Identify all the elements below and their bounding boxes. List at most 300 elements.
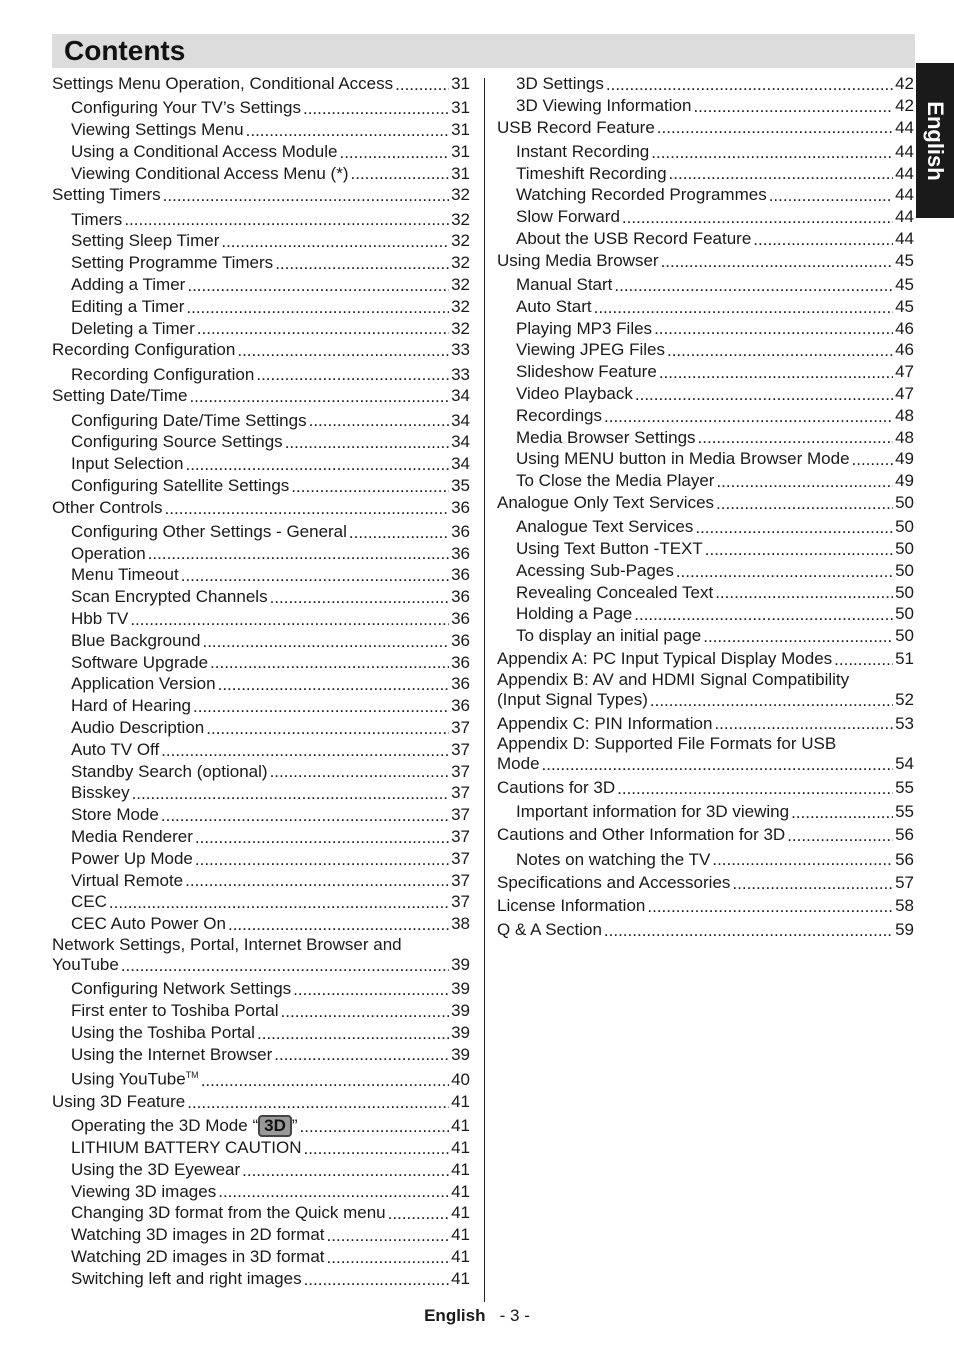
- toc-entry-title: [516, 73, 604, 95]
- toc-entry-page: 32: [451, 318, 470, 338]
- toc-entry-title: [52, 385, 187, 407]
- toc-entry-page: 39: [451, 955, 470, 975]
- toc-entry[interactable]: [52, 318, 470, 340]
- toc-entry[interactable]: [52, 385, 470, 407]
- toc-entry-page: 37: [451, 870, 470, 890]
- toc-entry[interactable]: [52, 453, 470, 475]
- toc-entry-page: 46: [895, 318, 914, 338]
- toc-entry-title: [52, 73, 393, 95]
- toc-entry[interactable]: [52, 230, 470, 252]
- toc-entry-page: 44: [895, 141, 914, 161]
- toc-entry-page: 33: [451, 340, 470, 360]
- toc-entry[interactable]: [497, 73, 914, 95]
- toc-entry[interactable]: [52, 826, 470, 848]
- toc-entry[interactable]: [497, 824, 914, 846]
- toc-entry-text: Configuring Date/Time Settings: [71, 410, 307, 430]
- toc-entry-page: 42: [895, 74, 914, 93]
- dot-leader: [148, 547, 449, 561]
- language-side-tab: [916, 63, 954, 218]
- toc-entry-text: About the USB Record Feature: [516, 228, 752, 248]
- toc-entry-text: Instant Recording: [516, 141, 650, 161]
- toc-entry-title: [516, 470, 714, 492]
- toc-entry-text: CEC Auto Power On: [71, 914, 226, 934]
- toc-entry[interactable]: [497, 427, 914, 449]
- toc-entry-page: 37: [451, 805, 470, 825]
- toc-entry[interactable]: [52, 1044, 470, 1066]
- dot-leader: [395, 78, 449, 92]
- toc-entry[interactable]: [497, 560, 914, 582]
- toc-entry-title: [497, 648, 832, 670]
- toc-entry-page: 37: [451, 848, 470, 868]
- toc-entry[interactable]: [52, 761, 470, 783]
- toc-entry-text: Configuring Your TV’s Settings: [71, 98, 301, 118]
- toc-entry[interactable]: [52, 274, 470, 296]
- toc-entry-title: [71, 410, 307, 432]
- toc-entry-title: [52, 184, 161, 206]
- toc-entry-page: 36: [451, 630, 470, 650]
- toc-entry-page: 36: [451, 652, 470, 672]
- title-bar: [52, 34, 915, 68]
- toc-entry-title: [71, 1246, 325, 1268]
- toc-entry-text: Manual Start: [516, 274, 613, 294]
- toc-entry-page: 45: [895, 296, 914, 316]
- toc-entry-page: 50: [895, 626, 914, 646]
- toc-entry-page: 37: [451, 718, 470, 738]
- toc-entry-title: [516, 849, 710, 871]
- toc-entry-page: 36: [451, 521, 470, 541]
- toc-entry-page: 50: [895, 492, 914, 512]
- toc-entry-text: 3D Viewing Information: [516, 95, 692, 115]
- toc-entry-text: Bisskey: [71, 783, 130, 803]
- toc-entry-text: Cautions for 3D: [497, 777, 616, 797]
- toc-entry-title: [71, 521, 347, 543]
- toc-entry-title: [71, 804, 159, 826]
- toc-entry-page: 39: [451, 1001, 470, 1021]
- toc-entry-page: 50: [895, 538, 914, 558]
- toc-entry-text: License Information: [497, 896, 646, 916]
- toc-entry-title: [516, 274, 612, 296]
- toc-entry-page: 47: [895, 383, 914, 403]
- toc-entry-text: Power Up Mode: [71, 848, 193, 868]
- toc-entry-text: CEC: [71, 892, 107, 912]
- toc-entry-page: 31: [451, 119, 470, 139]
- dot-leader: [187, 279, 449, 293]
- toc-entry-page: 37: [451, 761, 470, 781]
- toc-entry[interactable]: [52, 1202, 470, 1224]
- toc-entry-page: 31: [451, 163, 470, 183]
- toc-entry[interactable]: [52, 296, 470, 318]
- toc-entry[interactable]: [52, 1137, 470, 1159]
- toc-entry[interactable]: [52, 891, 470, 913]
- toc-entry-title: YouTube: [52, 955, 119, 975]
- toc-entry[interactable]: [497, 849, 914, 871]
- toc-entry[interactable]: [497, 670, 914, 711]
- toc-entry-page: 50: [895, 582, 914, 602]
- footer-language: English: [424, 1306, 486, 1325]
- toc-entry[interactable]: [52, 564, 470, 586]
- toc-entry-title: [71, 1181, 216, 1203]
- toc-entry-title: [516, 427, 696, 449]
- toc-entry-page: 36: [451, 587, 470, 607]
- dot-leader: [309, 414, 449, 428]
- toc-entry[interactable]: [52, 935, 470, 976]
- toc-entry[interactable]: [52, 1065, 470, 1090]
- dot-leader: [165, 502, 450, 516]
- dot-leader: [732, 877, 893, 891]
- toc-entry-title: [516, 625, 701, 647]
- toc-entry-text: Scan Encrypted Channels: [71, 587, 268, 607]
- dot-leader: [667, 344, 893, 358]
- toc-entry[interactable]: [497, 141, 914, 163]
- toc-entry-title: [516, 184, 767, 206]
- dot-leader: [604, 410, 893, 424]
- toc-entry[interactable]: [497, 117, 914, 139]
- dot-leader: [654, 322, 893, 336]
- toc-entry-text: Using 3D Feature: [52, 1091, 186, 1111]
- toc-entry-text: Appendix A: PC Input Typical Display Modes: [497, 649, 833, 669]
- toc-entry-title: [71, 630, 200, 652]
- toc-entry-text: Viewing JPEG Files: [516, 340, 665, 360]
- toc-entry-title: [71, 119, 244, 141]
- toc-entry-text-after: ”: [291, 1116, 298, 1136]
- toc-entry-page: 45: [895, 274, 914, 294]
- dot-leader: [304, 1273, 450, 1287]
- toc-entry-text: Hbb TV: [71, 609, 129, 629]
- toc-entry-text: Specifications and Accessories: [497, 873, 731, 893]
- toc-entry-text: Virtual Remote: [71, 870, 184, 890]
- toc-entry-title: [71, 1022, 255, 1044]
- toc-entry[interactable]: [52, 717, 470, 739]
- toc-entry-title-line1: Appendix D: Supported File Formats for USB: [497, 734, 837, 754]
- toc-entry-title: [516, 405, 602, 427]
- toc-entry-page: 38: [451, 914, 470, 934]
- dot-leader: [124, 213, 449, 227]
- dot-leader: [650, 694, 893, 708]
- dot-leader: [669, 167, 894, 181]
- toc-entry[interactable]: [497, 339, 914, 361]
- toc-entry-text: Editing a Timer: [71, 296, 185, 316]
- toc-entry[interactable]: [52, 1022, 470, 1044]
- toc-entry[interactable]: [52, 673, 470, 695]
- toc-entry-title: [497, 777, 615, 799]
- toc-entry-page: 56: [895, 849, 914, 869]
- toc-entry-text: Media Renderer: [71, 827, 193, 847]
- dot-leader: [195, 831, 449, 845]
- toc-entry-text: Deleting a Timer: [71, 318, 195, 338]
- toc-entry[interactable]: [52, 209, 470, 231]
- dot-leader: [614, 279, 893, 293]
- toc-entry-page: 36: [451, 609, 470, 629]
- toc-entry[interactable]: [497, 184, 914, 206]
- toc-entry-text: Menu Timeout: [71, 565, 179, 585]
- toc-entry[interactable]: [52, 73, 470, 95]
- toc-entry-page: 47: [895, 362, 914, 382]
- toc-entry-title: [497, 919, 602, 941]
- toc-entry[interactable]: [52, 475, 470, 497]
- toc-entry[interactable]: [52, 1159, 470, 1181]
- toc-entry-title: [71, 848, 193, 870]
- toc-entry[interactable]: [52, 497, 470, 519]
- toc-entry-title: [71, 913, 226, 935]
- dot-leader: [257, 1027, 449, 1041]
- toc-entry-title: [497, 895, 645, 917]
- toc-entry[interactable]: [52, 1115, 470, 1137]
- toc-entry[interactable]: [52, 119, 470, 141]
- toc-entry-text: Timers: [71, 209, 123, 229]
- toc-entry-page: 34: [451, 386, 470, 406]
- dot-leader: [202, 635, 449, 649]
- toc-entry-text: Using Media Browser: [497, 250, 659, 270]
- toc-entry-text: Using the Internet Browser: [71, 1044, 273, 1064]
- toc-entry-text: Holding a Page: [516, 604, 633, 624]
- toc-entry-title: [497, 713, 712, 735]
- dot-leader: [185, 874, 449, 888]
- toc-entry[interactable]: [52, 978, 470, 1000]
- toc-entry-text: Setting Sleep Timer: [71, 231, 220, 251]
- dot-leader: [186, 301, 449, 315]
- toc-entry[interactable]: [497, 538, 914, 560]
- toc-entry[interactable]: [497, 516, 914, 538]
- toc-entry-text: Appendix C: PIN Information: [497, 713, 713, 733]
- toc-entry[interactable]: [497, 250, 914, 272]
- toc-entry-row: [497, 689, 914, 711]
- toc-entry[interactable]: [52, 913, 470, 935]
- toc-entry-page: 44: [895, 228, 914, 248]
- toc-entry-page: 41: [451, 1138, 470, 1158]
- toc-entry[interactable]: [52, 339, 470, 361]
- toc-entry-page: 36: [451, 497, 470, 517]
- dot-leader: [285, 436, 449, 450]
- toc-entry-text: Store Mode: [71, 805, 159, 825]
- toc-entry-page: 54: [895, 754, 914, 774]
- toc-entry-text: Cautions and Other Information for 3D: [497, 825, 786, 845]
- toc-entry-text: Viewing 3D images: [71, 1181, 217, 1201]
- toc-entry[interactable]: [497, 603, 914, 625]
- footer-page-number: - 3 -: [499, 1306, 530, 1325]
- toc-entry-title: [71, 364, 254, 386]
- toc-entry-text: Revealing Concealed Text: [516, 582, 714, 602]
- dot-leader: [716, 475, 893, 489]
- toc-entry-page: 52: [895, 690, 914, 710]
- toc-entry-title: [71, 230, 219, 252]
- toc-entry-page: 42: [895, 95, 914, 115]
- toc-entry-title: [52, 339, 235, 361]
- toc-entry-text: Software Upgrade: [71, 652, 209, 672]
- toc-entry[interactable]: [52, 848, 470, 870]
- toc-entry[interactable]: [497, 713, 914, 735]
- dot-leader: [221, 235, 449, 249]
- toc-entry-title-line1: Appendix B: AV and HDMI Signal Compatibility: [497, 670, 850, 690]
- toc-entry-page: 44: [895, 207, 914, 227]
- toc-entry[interactable]: [497, 919, 914, 941]
- toc-entry[interactable]: [497, 405, 914, 427]
- toc-entry-title: [71, 717, 204, 739]
- toc-entry-title: [71, 1115, 298, 1137]
- toc-entry-page: 55: [895, 777, 914, 797]
- toc-entry[interactable]: [52, 652, 470, 674]
- dot-leader: [695, 521, 893, 535]
- dot-leader: [246, 124, 449, 138]
- toc-entry-title: [71, 608, 128, 630]
- toc-entry-page: 41: [451, 1159, 470, 1179]
- toc-entry-page: 41: [451, 1181, 470, 1201]
- toc-entry-title: [71, 274, 185, 296]
- toc-entry[interactable]: [497, 274, 914, 296]
- toc-entry[interactable]: [52, 97, 470, 119]
- toc-entry-title: [71, 141, 337, 163]
- toc-entry[interactable]: [52, 431, 470, 453]
- toc-entry[interactable]: [497, 206, 914, 228]
- dot-leader: [791, 806, 893, 820]
- toc-entry[interactable]: [52, 739, 470, 761]
- toc-entry[interactable]: [52, 1181, 470, 1203]
- toc-entry[interactable]: [52, 630, 470, 652]
- toc-entry-page: 39: [451, 1044, 470, 1064]
- toc-entry[interactable]: [497, 648, 914, 670]
- toc-left-column: [52, 73, 470, 1290]
- dot-leader: [281, 1005, 450, 1019]
- toc-entry-title: [516, 163, 667, 185]
- toc-entry-text: Other Controls: [52, 497, 163, 517]
- toc-entry-title: [71, 252, 273, 274]
- toc-entry-title: [497, 492, 714, 514]
- toc-entry-page: 57: [895, 873, 914, 893]
- toc-entry-title: [71, 1224, 325, 1246]
- toc-entry[interactable]: [497, 228, 914, 250]
- dot-leader: [657, 121, 893, 135]
- toc-entry-text: Configuring Source Settings: [71, 432, 283, 452]
- toc-entry-title: [71, 209, 122, 231]
- toc-entry[interactable]: [52, 586, 470, 608]
- toc-entry-page: 34: [451, 454, 470, 474]
- toc-entry[interactable]: [52, 608, 470, 630]
- toc-entry-text: Timeshift Recording: [516, 163, 667, 183]
- toc-entry-text: Switching left and right images: [71, 1268, 302, 1288]
- dot-leader: [293, 983, 449, 997]
- toc-entry[interactable]: [497, 872, 914, 894]
- toc-entry-text: Recording Configuration: [71, 364, 255, 384]
- toc-entry[interactable]: [497, 582, 914, 604]
- dot-leader: [617, 782, 893, 796]
- dot-leader: [237, 344, 449, 358]
- toc-entry[interactable]: [497, 895, 914, 917]
- dot-leader: [189, 390, 449, 404]
- toc-entry[interactable]: [52, 1246, 470, 1268]
- toc-entry-text: Auto TV Off: [71, 739, 160, 759]
- toc-entry[interactable]: [52, 1268, 470, 1290]
- toc-entry[interactable]: [52, 184, 470, 206]
- toc-entry[interactable]: [497, 296, 914, 318]
- toc-entry-text: Acessing Sub-Pages: [516, 560, 674, 580]
- toc-entry[interactable]: [52, 804, 470, 826]
- toc-entry[interactable]: [52, 1224, 470, 1246]
- toc-entry-title: [71, 296, 184, 318]
- toc-entry[interactable]: [52, 782, 470, 804]
- toc-entry-page: 32: [451, 209, 470, 229]
- toc-entry[interactable]: [497, 383, 914, 405]
- dot-leader: [388, 1207, 449, 1221]
- toc-entry[interactable]: [497, 470, 914, 492]
- toc-entry[interactable]: [497, 95, 914, 117]
- toc-entry-title: [71, 761, 268, 783]
- toc-entry-page: 50: [895, 560, 914, 580]
- toc-entry-title: [71, 564, 179, 586]
- toc-entry[interactable]: [52, 141, 470, 163]
- toc-entry-page: 31: [451, 74, 470, 93]
- toc-entry[interactable]: [497, 361, 914, 383]
- dot-leader: [161, 809, 449, 823]
- toc-entry[interactable]: [52, 252, 470, 274]
- toc-entry-title: [516, 560, 674, 582]
- dot-leader: [635, 388, 893, 402]
- dot-leader: [351, 167, 450, 181]
- toc-entry-page: 39: [451, 1022, 470, 1042]
- dot-leader: [274, 1048, 449, 1062]
- toc-entry[interactable]: [497, 448, 914, 470]
- toc-entry[interactable]: [497, 625, 914, 647]
- toc-entry-text: Setting Timers: [52, 185, 161, 205]
- dot-leader: [185, 458, 449, 472]
- dot-leader: [852, 453, 894, 467]
- toc-entry[interactable]: [52, 1000, 470, 1022]
- toc-entry-text: Using Text Button -TEXT: [516, 538, 703, 558]
- toc-entry-title: [71, 782, 130, 804]
- toc-entry-page: 31: [451, 141, 470, 161]
- toc-entry-page: 53: [895, 713, 914, 733]
- toc-entry-title: [71, 1268, 302, 1290]
- toc-entry[interactable]: [52, 410, 470, 432]
- dot-leader: [327, 1229, 450, 1243]
- toc-entry[interactable]: [52, 543, 470, 565]
- toc-entry[interactable]: [52, 1091, 470, 1113]
- dot-leader: [201, 1074, 449, 1088]
- toc-entry[interactable]: [497, 801, 914, 823]
- toc-entry[interactable]: [497, 734, 914, 775]
- dot-leader: [228, 918, 449, 932]
- toc-entry-row: [497, 753, 914, 775]
- toc-entry[interactable]: [52, 870, 470, 892]
- toc-entry-title: [497, 250, 659, 272]
- toc-entry[interactable]: [52, 364, 470, 386]
- toc-entry-text: Important information for 3D viewing: [516, 802, 790, 822]
- toc-entry-text: Watching 3D images in 2D format: [71, 1225, 325, 1245]
- toc-entry-title: [516, 383, 633, 405]
- toc-entry[interactable]: [52, 695, 470, 717]
- toc-entry[interactable]: [497, 163, 914, 185]
- toc-entry-page: 36: [451, 565, 470, 585]
- toc-entry-text: Operation: [71, 543, 146, 563]
- toc-entry-page: 41: [451, 1268, 470, 1288]
- toc-entry[interactable]: [497, 777, 914, 799]
- toc-entry-title: (Input Signal Types): [497, 690, 648, 710]
- toc-entry-text: Hard of Hearing: [71, 696, 192, 716]
- toc-entry-page: 51: [895, 649, 914, 669]
- toc-entry-page: 41: [451, 1247, 470, 1267]
- toc-entry-page: 37: [451, 739, 470, 759]
- toc-entry-page: 31: [451, 98, 470, 118]
- dot-leader: [300, 1120, 450, 1134]
- toc-entry[interactable]: [497, 318, 914, 340]
- toc-entry-title: [52, 497, 163, 519]
- toc-entry[interactable]: [497, 492, 914, 514]
- toc-entry[interactable]: [52, 163, 470, 185]
- toc-entry[interactable]: [52, 521, 470, 543]
- dot-leader: [181, 569, 449, 583]
- toc-entry-page: 48: [895, 427, 914, 447]
- toc-entry-text: Slow Forward: [516, 207, 620, 227]
- dot-leader: [753, 233, 893, 247]
- toc-entry-page: 55: [895, 802, 914, 822]
